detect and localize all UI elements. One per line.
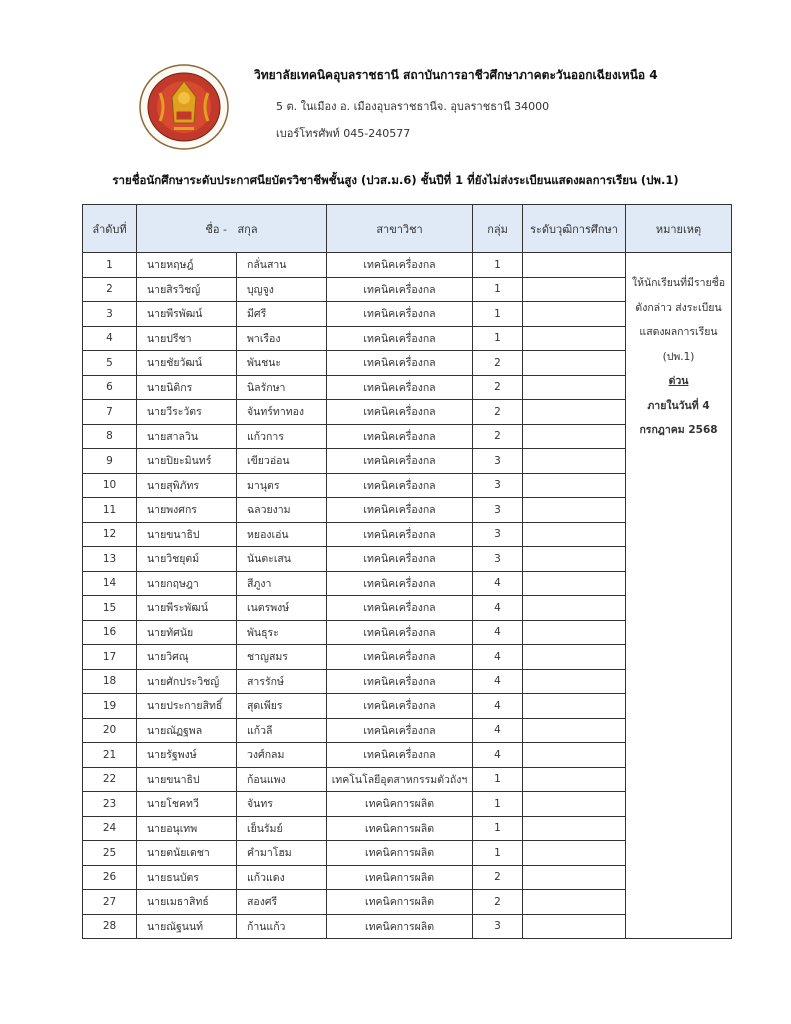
group-cell: 4 [473,718,523,743]
education-level-cell [523,743,626,768]
first-name-cell: นายพีระพัฒน์ [137,596,237,621]
education-level-cell [523,473,626,498]
first-name-cell: นายชัยวัฒน์ [137,351,237,376]
first-name-cell: นายขนาธิป [137,767,237,792]
last-name-cell: พาเรือง [237,326,327,351]
first-name-cell: นายกฤษฎา [137,571,237,596]
row-number-cell: 2 [83,277,137,302]
first-name-cell: นายวิชยุตม์ [137,547,237,572]
last-name-cell: สุดเพียร [237,694,327,719]
institution-address: 5 ต. ในเมือง อ. เมืองอุบลราชธานีจ. อุบลราชธานี 34000 [276,100,550,113]
program-cell: เทคนิคเครื่องกล [327,302,473,327]
program-cell: เทคนิคการผลิต [327,816,473,841]
program-cell: เทคนิคเครื่องกล [327,620,473,645]
remarks-cell [626,253,732,939]
education-level-cell [523,596,626,621]
program-cell: เทคนิคการผลิต [327,792,473,817]
program-cell: เทคนิคเครื่องกล [327,326,473,351]
education-level-cell [523,277,626,302]
last-name-cell: นันตะเสน [237,547,327,572]
last-name-cell: บุญจูง [237,277,327,302]
program-cell: เทคนิคเครื่องกล [327,498,473,523]
education-level-cell [523,571,626,596]
program-cell: เทคนิคเครื่องกล [327,547,473,572]
program-cell: เทคนิคเครื่องกล [327,473,473,498]
last-name-cell: เนตรพงษ์ [237,596,327,621]
education-level-cell [523,718,626,743]
first-name-cell: นายณัฐนนท์ [137,914,237,939]
row-number-cell: 26 [83,865,137,890]
deadline-line: ภายในวันที่ 4 [647,399,710,412]
deadline-line: กรกฎาคม 2568 [639,424,718,436]
group-cell: 2 [473,400,523,425]
program-cell: เทคนิคเครื่องกล [327,253,473,278]
row-number-cell: 22 [83,767,137,792]
program-cell: เทคนิคเครื่องกล [327,351,473,376]
first-name-cell: นายปรีชา [137,326,237,351]
education-level-cell [523,669,626,694]
row-number-cell: 5 [83,351,137,376]
first-name-cell: นายนิติกร [137,375,237,400]
last-name-cell: ชาญสมร [237,645,327,670]
table-body [83,253,732,939]
row-number-cell: 27 [83,890,137,915]
program-cell: เทคนิคเครื่องกล [327,645,473,670]
col-header-name [137,205,327,253]
row-number-cell: 19 [83,694,137,719]
group-cell: 1 [473,816,523,841]
group-cell: 4 [473,620,523,645]
education-level-cell [523,253,626,278]
first-name-cell: นายพงศกร [137,498,237,523]
first-name-cell: นายรัฐพงษ์ [137,743,237,768]
last-name-cell: กลั่นสาน [237,253,327,278]
education-level-cell [523,351,626,376]
education-level-cell [523,326,626,351]
row-number-cell: 25 [83,841,137,866]
program-cell: เทคนิคเครื่องกล [327,596,473,621]
remark-line: ให้นักเรียนที่มีรายชื่อ [631,277,726,289]
remark-line: ดังกล่าว ส่งระเบียน [635,301,722,314]
col-header-no: ลำดับที่ [83,205,137,253]
col-header-program: สาขาวิชา [327,205,473,253]
group-cell: 3 [473,914,523,939]
program-cell: เทคนิคเครื่องกล [327,743,473,768]
first-name-cell: นายศักประวิชญ์ [137,669,237,694]
remark-line: แสดงผลการเรียน [639,326,718,338]
first-name-cell: นายโชคทวี [137,792,237,817]
program-cell: เทคนิคเครื่องกล [327,375,473,400]
education-level-cell [523,767,626,792]
program-cell: เทคนิคเครื่องกล [327,694,473,719]
row-number-cell: 7 [83,400,137,425]
first-name-cell: นายณัฏฐพล [137,718,237,743]
education-level-cell [523,302,626,327]
education-level-cell [523,449,626,474]
group-cell: 3 [473,522,523,547]
institution-phone: เบอร์โทรศัพท์ 045-240577 [276,127,411,140]
group-cell: 4 [473,571,523,596]
group-cell: 4 [473,645,523,670]
education-level-cell [523,400,626,425]
group-cell: 3 [473,547,523,572]
row-number-cell: 21 [83,743,137,768]
education-level-cell [523,816,626,841]
last-name-cell: มานุตร [237,473,327,498]
last-name-cell: แก้วลี [237,718,327,743]
last-name-cell: คำมาโฮม [237,841,327,866]
group-cell: 2 [473,890,523,915]
program-cell: เทคนิคเครื่องกล [327,669,473,694]
col-header-name-first: ชื่อ - [205,222,227,236]
last-name-cell: มีศรี [237,302,327,327]
program-cell: เทคนิคการผลิต [327,890,473,915]
program-cell: เทคนิคการผลิต [327,914,473,939]
first-name-cell: นายขนาธิป [137,522,237,547]
group-cell: 2 [473,424,523,449]
first-name-cell: นายเมธาสิทธ์ [137,890,237,915]
group-cell: 2 [473,351,523,376]
last-name-cell: พันธุระ [237,620,327,645]
last-name-cell: แก้วแดง [237,865,327,890]
education-level-cell [523,841,626,866]
group-cell: 3 [473,449,523,474]
college-emblem-icon [138,63,230,151]
first-name-cell: นายธนบัตร [137,865,237,890]
institution-name: วิทยาลัยเทคนิคอุบลราชธานี สถาบันการอาชีวศึกษาภาคตะวันออกเฉียงเหนือ 4 [254,68,658,82]
program-cell: เทคนิคเครื่องกล [327,424,473,449]
table-row [83,253,732,278]
group-cell: 2 [473,375,523,400]
urgent-label: ด่วน [668,375,689,387]
last-name-cell: พันชนะ [237,351,327,376]
row-number-cell: 12 [83,522,137,547]
row-number-cell: 15 [83,596,137,621]
last-name-cell: นิลรักษา [237,375,327,400]
col-header-remarks: หมายเหตุ [626,205,732,253]
document-title: รายชื่อนักศึกษาระดับประกาศนียบัตรวิชาชีพชั้นสูง (ปวส.ม.6) ชั้นปีที่ 1 ที่ยังไม่ส่งระเบียนแสดงผลการเรียน (ปพ.1) [112,173,679,187]
group-cell: 4 [473,669,523,694]
first-name-cell: นายพีรพัฒน์ [137,302,237,327]
first-name-cell: นายวีระวัตร [137,400,237,425]
col-header-name-last: สกุล [237,222,258,236]
education-level-cell [523,890,626,915]
education-level-cell [523,498,626,523]
row-number-cell: 20 [83,718,137,743]
first-name-cell: นายตนัยเดชา [137,841,237,866]
program-cell: เทคนิคการผลิต [327,841,473,866]
group-cell: 4 [473,743,523,768]
row-number-cell: 9 [83,449,137,474]
program-cell: เทคนิคเครื่องกล [327,400,473,425]
last-name-cell: สีภูงา [237,571,327,596]
first-name-cell: นายอนุเทพ [137,816,237,841]
row-number-cell: 1 [83,253,137,278]
row-number-cell: 11 [83,498,137,523]
last-name-cell: จันทร์ทาทอง [237,400,327,425]
group-cell: 2 [473,865,523,890]
row-number-cell: 13 [83,547,137,572]
last-name-cell: วงศ์กลม [237,743,327,768]
education-level-cell [523,424,626,449]
group-cell: 1 [473,792,523,817]
last-name-cell: หยองเอ่น [237,522,327,547]
program-cell: เทคโนโลยีอุตสาหกรรมตัวถังฯ [327,767,473,792]
first-name-cell: นายสิรวิชญ์ [137,277,237,302]
row-number-cell: 28 [83,914,137,939]
group-cell: 4 [473,596,523,621]
program-cell: เทคนิคการผลิต [327,865,473,890]
row-number-cell: 18 [83,669,137,694]
table-header-row [83,205,732,253]
row-number-cell: 24 [83,816,137,841]
first-name-cell: นายประกายสิทธิ์ [137,694,237,719]
last-name-cell: เขียวอ่อน [237,449,327,474]
first-name-cell: นายสาลวิน [137,424,237,449]
education-level-cell [523,547,626,572]
education-level-cell [523,522,626,547]
row-number-cell: 6 [83,375,137,400]
row-number-cell: 8 [83,424,137,449]
col-header-group: กลุ่ม [473,205,523,253]
row-number-cell: 17 [83,645,137,670]
student-table [82,204,732,939]
first-name-cell: นายสุพิภัทร [137,473,237,498]
group-cell: 1 [473,277,523,302]
row-number-cell: 14 [83,571,137,596]
education-level-cell [523,865,626,890]
education-level-cell [523,694,626,719]
education-level-cell [523,620,626,645]
program-cell: เทคนิคเครื่องกล [327,277,473,302]
remark-line: (ปพ.1) [662,350,695,363]
program-cell: เทคนิคเครื่องกล [327,522,473,547]
group-cell: 1 [473,302,523,327]
last-name-cell: สองศรี [237,890,327,915]
group-cell: 1 [473,326,523,351]
program-cell: เทคนิคเครื่องกล [327,718,473,743]
first-name-cell: นายทัศนัย [137,620,237,645]
group-cell: 4 [473,694,523,719]
group-cell: 1 [473,253,523,278]
first-name-cell: นายวิศณุ [137,645,237,670]
first-name-cell: นายปิยะมินทร์ [137,449,237,474]
col-header-education-level: ระดับวุฒิการศึกษา [523,205,626,253]
last-name-cell: จันทร [237,792,327,817]
group-cell: 3 [473,473,523,498]
program-cell: เทคนิคเครื่องกล [327,449,473,474]
row-number-cell: 16 [83,620,137,645]
row-number-cell: 3 [83,302,137,327]
college-logo [138,63,230,151]
group-cell: 1 [473,767,523,792]
last-name-cell: ก้อนแพง [237,767,327,792]
education-level-cell [523,375,626,400]
row-number-cell: 4 [83,326,137,351]
last-name-cell: แก้วการ [237,424,327,449]
row-number-cell: 10 [83,473,137,498]
program-cell: เทคนิคเครื่องกล [327,571,473,596]
first-name-cell: นายหฤษฎ์ [137,253,237,278]
education-level-cell [523,645,626,670]
education-level-cell [523,914,626,939]
group-cell: 3 [473,498,523,523]
last-name-cell: ฉลวยงาม [237,498,327,523]
last-name-cell: สารรักษ์ [237,669,327,694]
last-name-cell: ก้านแก้ว [237,914,327,939]
row-number-cell: 23 [83,792,137,817]
education-level-cell [523,792,626,817]
group-cell: 1 [473,841,523,866]
last-name-cell: เย็นรัมย์ [237,816,327,841]
